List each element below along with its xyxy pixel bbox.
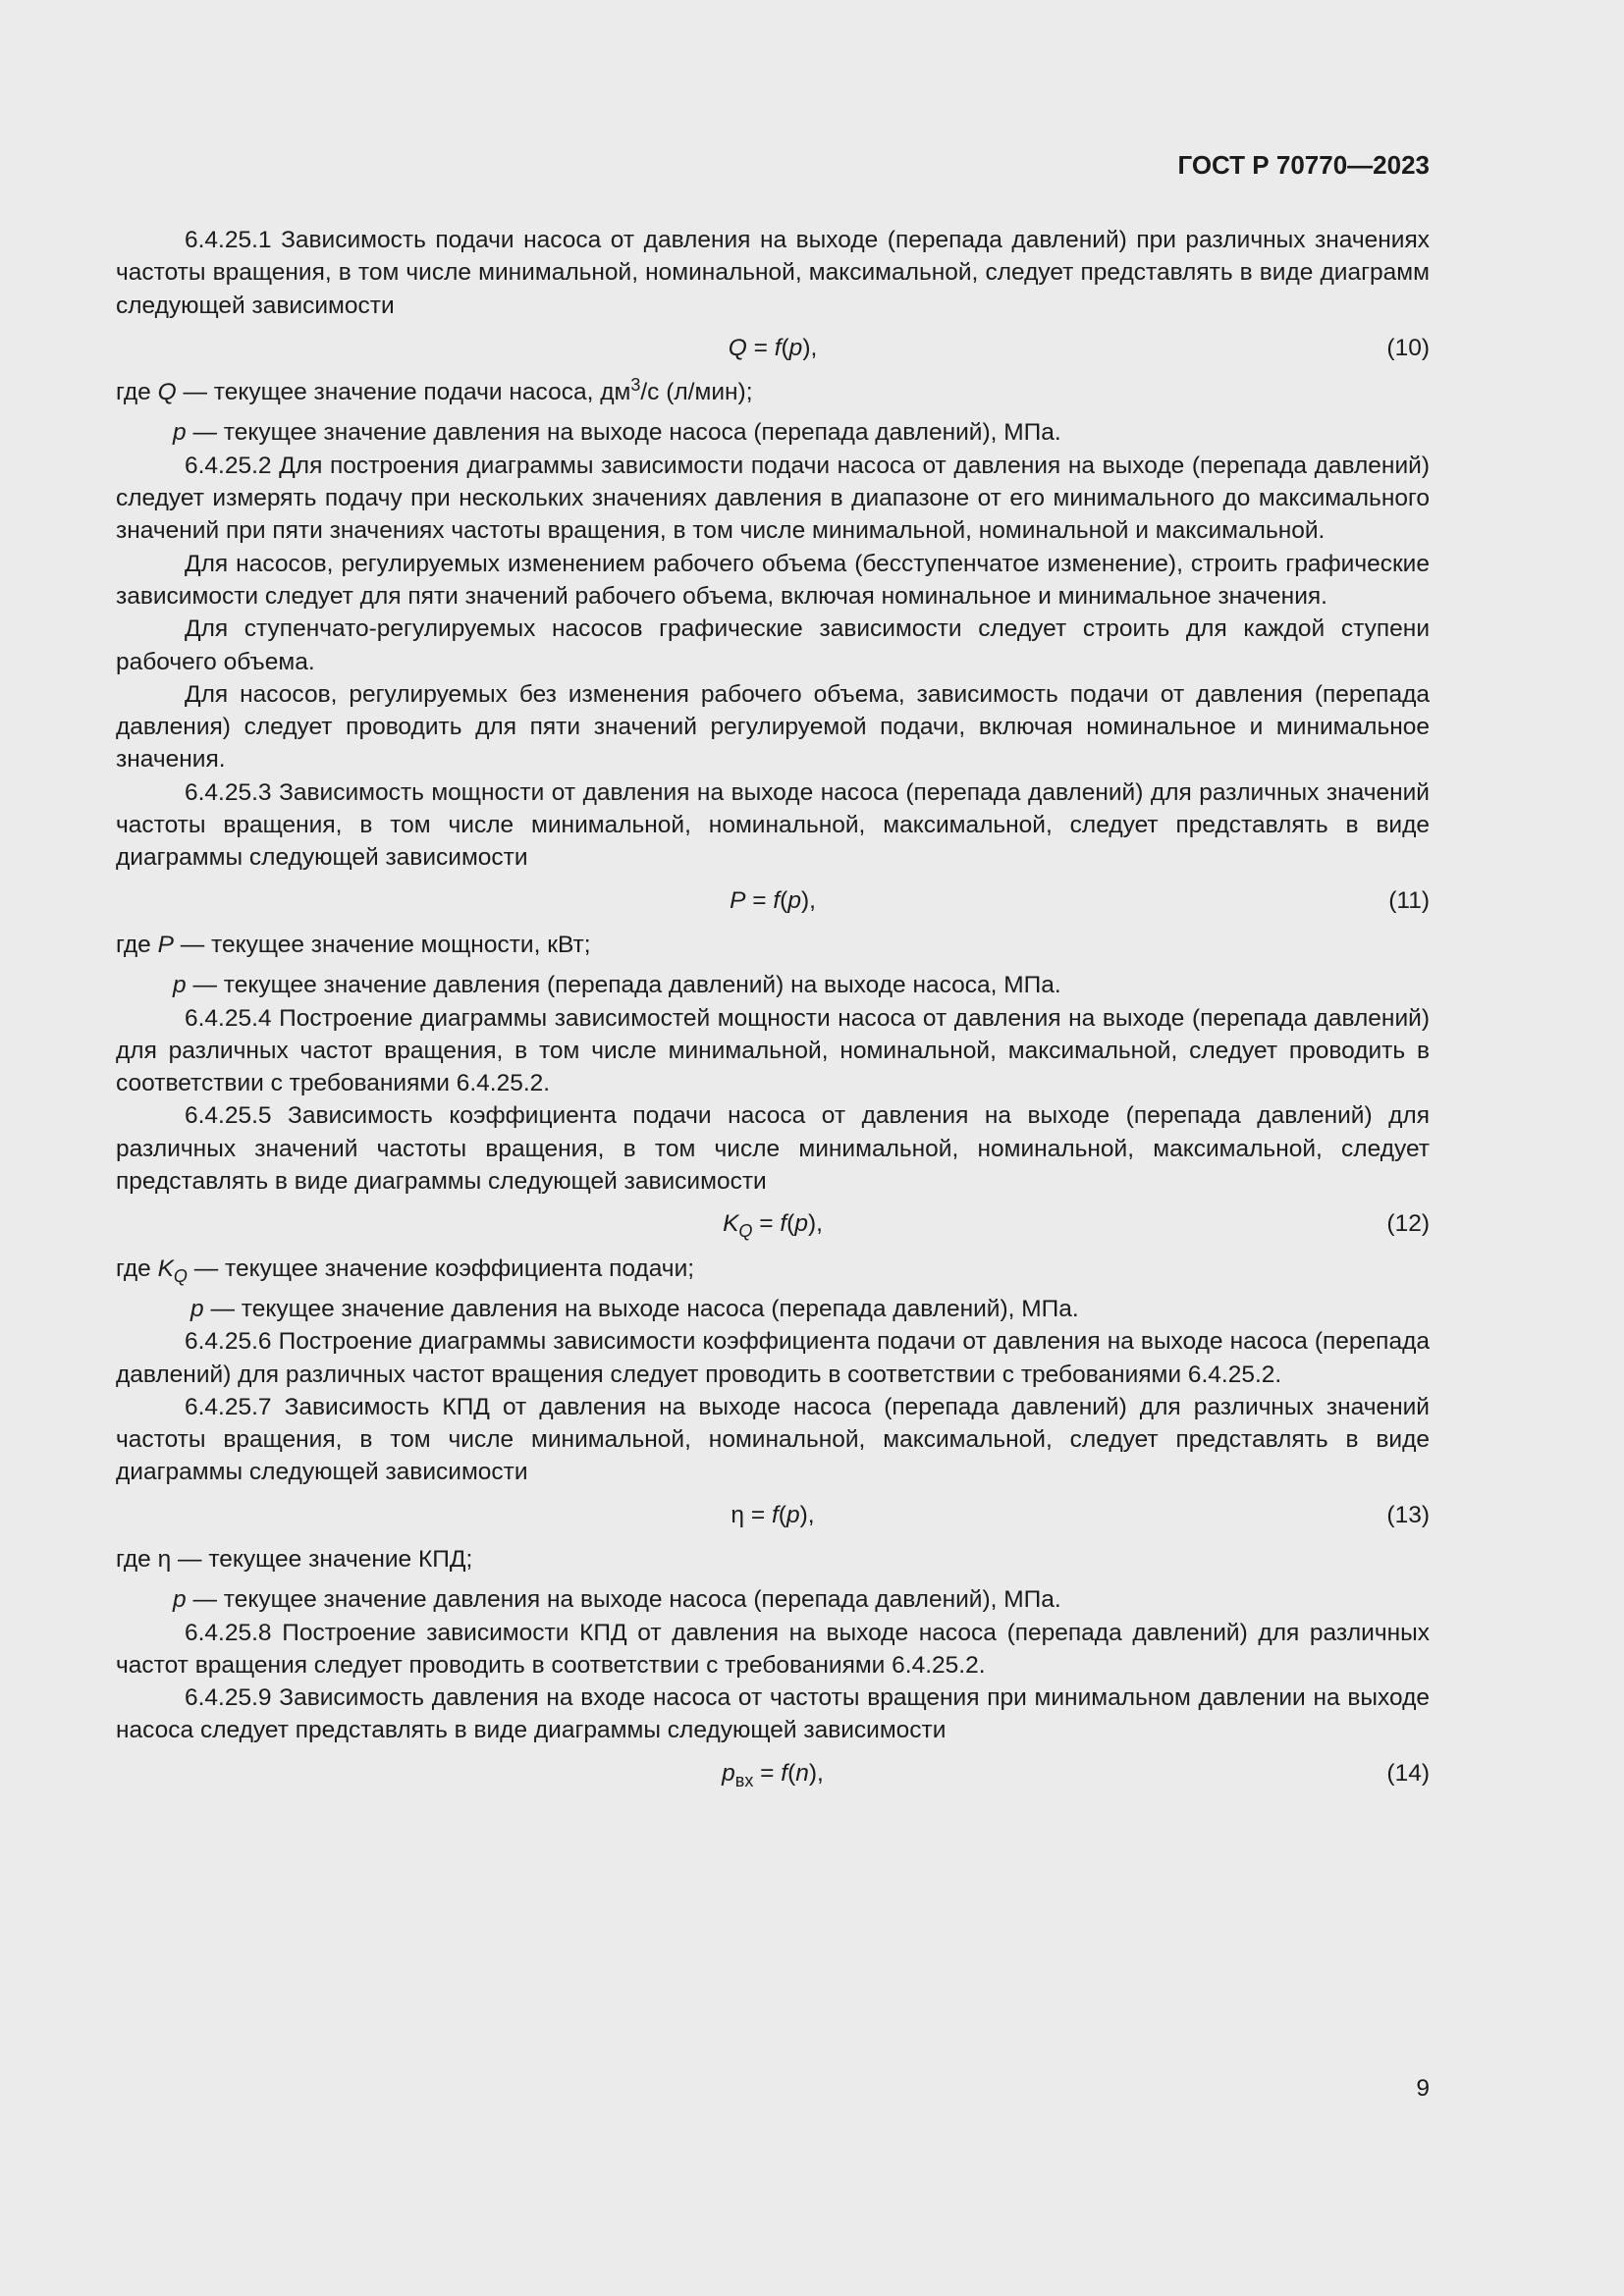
formula-12 [116, 1207, 1430, 1240]
where-line-p: p — текущее значение давления на выходе насоса (перепада давлений), МПа. [173, 419, 1061, 447]
formula-11 [116, 884, 1430, 917]
formula-number: (11) [1388, 886, 1430, 914]
formula-14 [116, 1757, 1430, 1789]
document-body [116, 224, 1430, 1801]
paragraph-fixed-displacement: Для насосов, регулируемых без изменения рабочего объема, зависимость подачи от давления (перепада давления) следует проводить для пяти значений регулируемой подачи, включая номинальное и минимальное значения. [116, 680, 1430, 774]
formula-expression: P = f(p), [730, 886, 816, 914]
paragraph-6-4-25-4: 6.4.25.4 Построение диаграммы зависимостей мощности насоса от давления на выходе (перепада давлений) для различных частот вращения, в том числе минимальной, номинальной, максимальной, следует проводить в соответствии с требованиями 6.4.25.2. [116, 1004, 1430, 1097]
paragraph-6-4-25-7: 6.4.25.7 Зависимость КПД от давления на выходе насоса (перепада давлений) для различных значений частоты вращения, в том числе минимальной, номинальной, максимальной, следует представлять в виде диаграммы следующей зависимости [116, 1393, 1430, 1486]
paragraph-6-4-25-8: 6.4.25.8 Построение зависимости КПД от давления на выходе насоса (перепада давлений) для различных частот вращения следует проводить в соответствии с требованиями 6.4.25.2. [116, 1619, 1430, 1679]
where-line-efficiency: где η — текущее значение КПД; [116, 1545, 473, 1573]
paragraph-stepped-displacement: Для ступенчато-регулируемых насосов графические зависимости следует строить для каждой ступени рабочего объема. [116, 615, 1430, 675]
where-line-p: p — текущее значение давления на выходе насоса (перепада давлений), МПа. [173, 1586, 1061, 1614]
where-line-power: где P — текущее значение мощности, кВт; [116, 931, 591, 958]
paragraph-6-4-25-6: 6.4.25.6 Построение диаграммы зависимости коэффициента подачи от давления на выходе насоса (перепада давлений) для различных частот вращения следует проводить в соответствии с требованиями 6.4.25.2. [116, 1328, 1430, 1388]
formula-number: (13) [1386, 1501, 1430, 1528]
paragraph-6-4-25-1: 6.4.25.1 Зависимость подачи насоса от давления на выходе (перепада давлений) при различных значениях частоты вращения, в том числе минимальной, номинальной, максимальной, следует представлять в виде диаграмм следующей зависимости [116, 227, 1430, 319]
formula-10 [116, 332, 1430, 364]
where-line-p: p — текущее значение давления (перепада давлений) на выходе насоса, МПа. [173, 972, 1061, 999]
where-line-kq: где $K_Q$ — текущее значение коэффициента подачи; [116, 1255, 695, 1286]
standard-designation: ГОСТ Р 70770—2023 [1177, 150, 1430, 180]
page-number: 9 [1416, 2075, 1430, 2102]
paragraph-6-4-25-5: 6.4.25.5 Зависимость коэффициента подачи насоса от давления на выходе (перепада давлений) для различных значений частоты вращения, в том числе минимальной, номинальной, максимальной, следует представлять в виде диаграммы следующей зависимости [116, 1102, 1430, 1196]
formula-expression: η = f(p), [731, 1501, 815, 1528]
where-line-q: где Q — текущее значение подачи насоса, $дм^3/с$ (л/мин); [116, 375, 753, 406]
paragraph-6-4-25-3: 6.4.25.3 Зависимость мощности от давления на выходе насоса (перепада давлений) для различных значений частоты вращения, в том числе минимальной, номинальной, максимальной, следует представлять в виде диаграммы следующей зависимости [116, 778, 1430, 872]
formula-expression: Q = f(p), [728, 334, 818, 361]
formula-13 [116, 1499, 1430, 1531]
formula-expression: $K_Q = f(p)$, [723, 1210, 823, 1242]
formula-number: (12) [1386, 1210, 1430, 1238]
formula-number: (10) [1386, 334, 1430, 361]
where-line-p: p — текущее значение давления на выходе насоса (перепада давлений), МПа. [190, 1295, 1079, 1322]
paragraph-6-4-25-9: 6.4.25.9 Зависимость давления на входе насоса от частоты вращения при минимальном давлении на выходе насоса следует представлять в виде диаграммы следующей зависимости [116, 1684, 1430, 1744]
paragraph-6-4-25-2: 6.4.25.2 Для построения диаграммы зависимости подачи насоса от давления на выходе (перепада давлений) следует измерять подачу при нескольких значениях давления в диапазоне от его минимального до максимального значений при пяти значениях частоты вращения, в том числе минимальной, номинальной и максимальной. [116, 452, 1430, 545]
formula-number: (14) [1386, 1759, 1430, 1787]
paragraph-variable-displacement: Для насосов, регулируемых изменением рабочего объема (бесступенчатое изменение), строить графические зависимости следует для пяти значений рабочего объема, включая номинальное и минимальное значения. [116, 550, 1430, 610]
formula-expression: $p_{вх} = f(n)$, [722, 1759, 824, 1790]
